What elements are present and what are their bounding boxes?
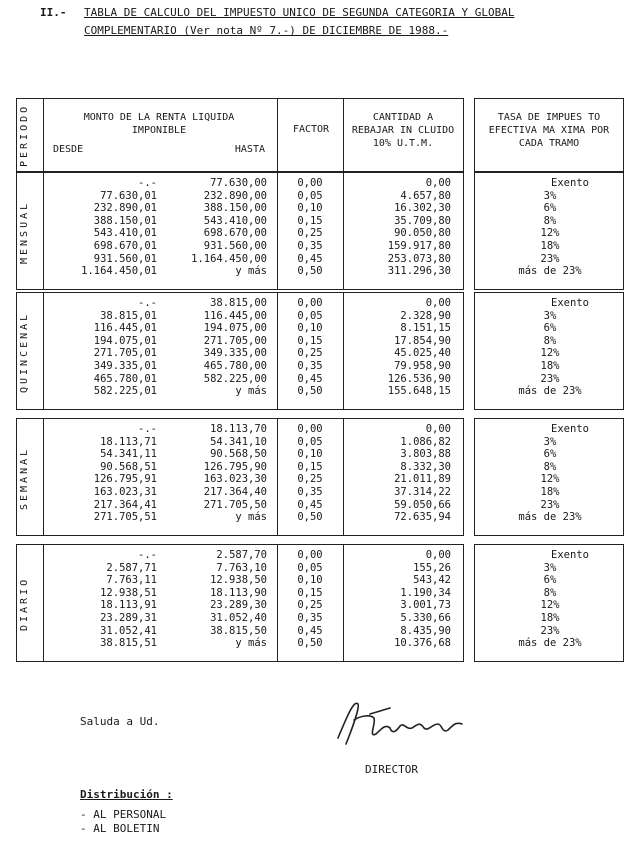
distribution-item: - AL BOLETIN [80, 822, 160, 835]
cantidad-cell: 4.657,80 [400, 189, 451, 202]
factor-cell: 0,10 [297, 574, 323, 587]
cantidad-cell: 72.635,94 [394, 511, 451, 524]
tasa-cell: 3% [543, 561, 557, 574]
tasa-cell: 18% [540, 486, 560, 498]
period-label: MENSUAL [19, 200, 30, 264]
section-quincenal [16, 292, 464, 410]
hasta-cell: 116.445,00 [203, 309, 267, 322]
cantidad-cell: 59.050,66 [394, 498, 451, 511]
factor-cell: 0,15 [297, 334, 323, 347]
desde-cell: 12.938,51 [100, 586, 157, 599]
cantidad-cell: 45.025,40 [394, 347, 451, 360]
cantidad-cell: 35.709,80 [394, 214, 451, 227]
section-diario [16, 544, 464, 662]
header-cantidad: CANTIDAD A REBAJAR IN CLUIDO 10% U.T.M. [351, 112, 455, 149]
cantidad-cell: 37.314,22 [394, 486, 451, 498]
section-tasa-semanal [474, 418, 624, 536]
desde-cell: 23.289,31 [100, 612, 157, 624]
desde-cell: 543.410,01 [93, 227, 157, 240]
factor-cell: 0,00 [297, 423, 323, 435]
title-line-2: COMPLEMENTARIO (Ver nota Nº 7.-) DE DICIEMBRE DE 1988.- [84, 24, 449, 37]
tasa-cell: 8% [543, 214, 557, 227]
desde-cell: 18.113,71 [100, 435, 157, 448]
cantidad-cell: 10.376,68 [394, 637, 451, 650]
tasa-cell: más de 23% [518, 511, 582, 524]
hasta-cell: 217.364,40 [203, 486, 267, 498]
hasta-cell: 126.795,90 [203, 460, 267, 473]
signer-title: DIRECTOR [365, 763, 418, 776]
factor-cell: 0,50 [297, 637, 323, 650]
tasa-cell: más de 23% [518, 637, 582, 650]
cantidad-cell: 155.648,15 [387, 385, 451, 398]
desde-cell: 38.815,01 [100, 309, 157, 322]
hasta-cell: 38.815,00 [210, 297, 267, 309]
hasta-cell: 349.335,00 [203, 347, 267, 360]
tasa-cell: 3% [543, 435, 557, 448]
factor-cell: 0,15 [297, 460, 323, 473]
cantidad-cell: 253.073,80 [387, 252, 451, 265]
tasa-cell: 3% [543, 309, 557, 322]
tasa-cell: Exento [551, 549, 589, 561]
factor-cell: 0,05 [297, 435, 323, 448]
factor-cell: 0,00 [297, 297, 323, 309]
factor-cell: 0,45 [297, 498, 323, 511]
factor-cell: 0,15 [297, 586, 323, 599]
tasa-cell: 12% [540, 227, 560, 240]
cantidad-cell: 90.050,80 [394, 227, 451, 240]
tasa-cell: 23% [540, 624, 560, 637]
factor-cell: 0,25 [297, 347, 323, 360]
cantidad-cell: 2.328,90 [400, 309, 451, 322]
desde-cell: 1.164.450,01 [81, 265, 157, 278]
table-header-tasa [474, 98, 624, 172]
desde-cell: 194.075,01 [93, 334, 157, 347]
hasta-cell: 7.763,10 [216, 561, 267, 574]
hasta-cell: y más [235, 511, 267, 524]
factor-cell: 0,25 [297, 227, 323, 240]
desde-cell: 271.705,51 [93, 511, 157, 524]
section-tasa-mensual [474, 172, 624, 290]
period-label: SEMANAL [19, 446, 30, 510]
tasa-cell: 12% [540, 599, 560, 612]
hasta-cell: 698.670,00 [203, 227, 267, 240]
tasa-cell: 8% [543, 460, 557, 473]
factor-cell: 0,05 [297, 561, 323, 574]
hasta-cell: 23.289,30 [210, 599, 267, 612]
factor-cell: 0,50 [297, 511, 323, 524]
period-label: QUINCENAL [19, 311, 30, 393]
section-semanal [16, 418, 464, 536]
desde-cell: 54.341,11 [100, 448, 157, 461]
desde-cell: 31.052,41 [100, 624, 157, 637]
cantidad-cell: 5.330,66 [400, 612, 451, 624]
desde-cell: 2.587,71 [106, 561, 157, 574]
hasta-cell: 582.225,00 [203, 372, 267, 385]
cantidad-cell: 8.435,90 [400, 624, 451, 637]
desde-cell: 465.780,01 [93, 372, 157, 385]
hasta-cell: 18.113,90 [210, 586, 267, 599]
period-label: DIARIO [19, 576, 30, 632]
desde-cell: 217.364,41 [93, 498, 157, 511]
factor-cell: 0,25 [297, 599, 323, 612]
section-tasa-diario [474, 544, 624, 662]
hasta-cell: 388.150,00 [203, 202, 267, 215]
factor-cell: 0,10 [297, 448, 323, 461]
title-line-1: TABLA DE CALCULO DEL IMPUESTO UNICO DE SEGUNDA CATEGORIA Y GLOBAL [84, 6, 515, 19]
hasta-cell: 54.341,10 [210, 435, 267, 448]
hasta-cell: y más [235, 637, 267, 650]
cantidad-cell: 1.190,34 [400, 586, 451, 599]
factor-cell: 0,15 [297, 214, 323, 227]
desde-cell: 90.568,51 [100, 460, 157, 473]
hasta-cell: 90.568,50 [210, 448, 267, 461]
cantidad-cell: 21.011,89 [394, 473, 451, 486]
cantidad-cell: 126.536,90 [387, 372, 451, 385]
cantidad-cell: 17.854,90 [394, 334, 451, 347]
factor-cell: 0,45 [297, 252, 323, 265]
tasa-cell: 18% [540, 360, 560, 372]
cantidad-cell: 1.086,82 [400, 435, 451, 448]
factor-cell: 0,05 [297, 309, 323, 322]
factor-cell: 0,25 [297, 473, 323, 486]
cantidad-cell: 8.151,15 [400, 322, 451, 335]
hasta-cell: 271.705,50 [203, 498, 267, 511]
tasa-cell: 6% [543, 322, 557, 335]
tasa-cell: 12% [540, 347, 560, 360]
cantidad-cell: 0,00 [425, 297, 451, 309]
director-signature [330, 694, 480, 750]
tasa-cell: 8% [543, 586, 557, 599]
header-tasa: TASA DE IMPUES TO EFECTIVA MA XIMA POR CADA TRAMO [488, 112, 610, 149]
section-mensual [16, 172, 464, 290]
cantidad-cell: 311.296,30 [387, 265, 451, 278]
hasta-cell: y más [235, 385, 267, 398]
desde-cell: 931.560,01 [93, 252, 157, 265]
cantidad-cell: 8.332,30 [400, 460, 451, 473]
desde-cell: 232.890,01 [93, 202, 157, 215]
hasta-cell: 1.164.450,00 [191, 252, 267, 265]
desde-cell: 77.630,01 [100, 189, 157, 202]
table-header-main [16, 98, 464, 172]
tasa-cell: 3% [543, 189, 557, 202]
hasta-cell: 18.113,70 [210, 423, 267, 435]
tasa-cell: 12% [540, 473, 560, 486]
section-number: II.- [40, 6, 67, 19]
factor-cell: 0,35 [297, 612, 323, 624]
tasa-cell: Exento [551, 177, 589, 189]
hasta-cell: 271.705,00 [203, 334, 267, 347]
factor-cell: 0,10 [297, 202, 323, 215]
hasta-cell: 12.938,50 [210, 574, 267, 587]
factor-cell: 0,05 [297, 189, 323, 202]
factor-cell: 0,50 [297, 385, 323, 398]
tasa-cell: 6% [543, 448, 557, 461]
greeting: Saluda a Ud. [80, 715, 160, 728]
header-monto: MONTO DE LA RENTA LIQUIDA IMPONIBLE [83, 112, 235, 136]
tasa-cell: Exento [551, 297, 589, 309]
hasta-cell: y más [235, 265, 267, 278]
desde-cell: 163.023,31 [93, 486, 157, 498]
header-factor: FACTOR [292, 124, 330, 135]
desde-cell: 349.335,01 [93, 360, 157, 372]
cantidad-cell: 16.302,30 [394, 202, 451, 215]
factor-cell: 0,35 [297, 486, 323, 498]
hasta-cell: 77.630,00 [210, 177, 267, 189]
section-tasa-quincenal [474, 292, 624, 410]
header-periodo: PERIODO [19, 103, 30, 167]
factor-cell: 0,35 [297, 240, 323, 252]
hasta-cell: 543.410,00 [203, 214, 267, 227]
tasa-cell: 6% [543, 202, 557, 215]
tasa-cell: 18% [540, 240, 560, 252]
desde-cell: 698.670,01 [93, 240, 157, 252]
cantidad-cell: 3.803,88 [400, 448, 451, 461]
cantidad-cell: 155,26 [413, 561, 451, 574]
hasta-cell: 465.780,00 [203, 360, 267, 372]
desde-cell: -.- [138, 423, 157, 435]
tasa-cell: Exento [551, 423, 589, 435]
hasta-cell: 2.587,70 [216, 549, 267, 561]
desde-cell: 271.705,01 [93, 347, 157, 360]
desde-cell: 126.795,91 [93, 473, 157, 486]
tasa-cell: 23% [540, 372, 560, 385]
factor-cell: 0,10 [297, 322, 323, 335]
distribution-item: - AL PERSONAL [80, 808, 167, 821]
tasa-cell: más de 23% [518, 385, 582, 398]
factor-cell: 0,45 [297, 372, 323, 385]
hasta-cell: 232.890,00 [203, 189, 267, 202]
hasta-cell: 931.560,00 [203, 240, 267, 252]
hasta-cell: 194.075,00 [203, 322, 267, 335]
cantidad-cell: 3.001,73 [400, 599, 451, 612]
header-desde: DESDE [53, 144, 84, 155]
tasa-cell: 23% [540, 498, 560, 511]
desde-cell: -.- [138, 549, 157, 561]
distribution-label: Distribución : [80, 788, 173, 801]
desde-cell: 388.150,01 [93, 214, 157, 227]
cantidad-cell: 159.917,80 [387, 240, 451, 252]
hasta-cell: 31.052,40 [210, 612, 267, 624]
desde-cell: 116.445,01 [93, 322, 157, 335]
factor-cell: 0,00 [297, 549, 323, 561]
desde-cell: -.- [138, 177, 157, 189]
desde-cell: 18.113,91 [100, 599, 157, 612]
factor-cell: 0,50 [297, 265, 323, 278]
cantidad-cell: 543,42 [413, 574, 451, 587]
hasta-cell: 163.023,30 [203, 473, 267, 486]
cantidad-cell: 0,00 [425, 423, 451, 435]
cantidad-cell: 0,00 [425, 177, 451, 189]
tasa-cell: 18% [540, 612, 560, 624]
cantidad-cell: 0,00 [425, 549, 451, 561]
tasa-cell: 6% [543, 574, 557, 587]
cantidad-cell: 79.958,90 [394, 360, 451, 372]
hasta-cell: 38.815,50 [210, 624, 267, 637]
desde-cell: 7.763,11 [106, 574, 157, 587]
factor-cell: 0,35 [297, 360, 323, 372]
factor-cell: 0,00 [297, 177, 323, 189]
tasa-cell: más de 23% [518, 265, 582, 278]
tasa-cell: 8% [543, 334, 557, 347]
header-hasta: HASTA [234, 144, 265, 155]
desde-cell: 582.225,01 [93, 385, 157, 398]
desde-cell: 38.815,51 [100, 637, 157, 650]
tasa-cell: 23% [540, 252, 560, 265]
desde-cell: -.- [138, 297, 157, 309]
factor-cell: 0,45 [297, 624, 323, 637]
